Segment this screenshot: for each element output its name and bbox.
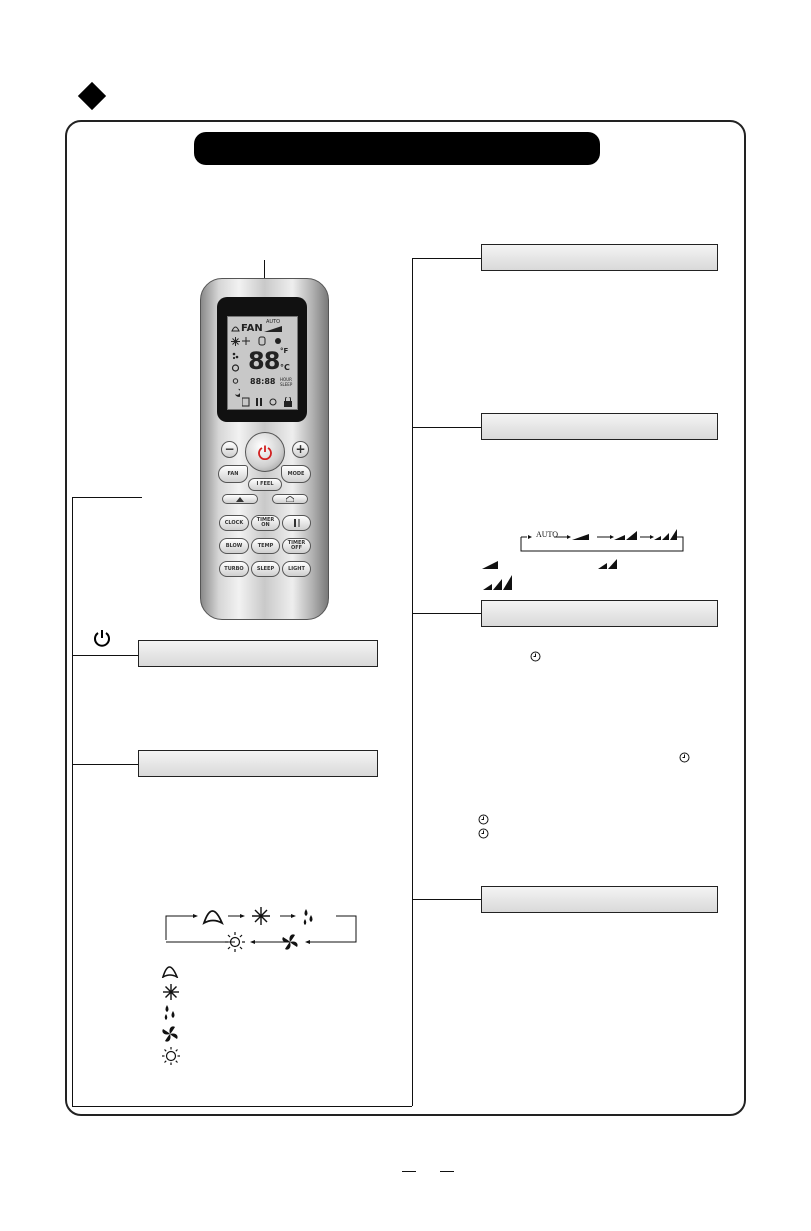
lcd-unit-c: °C [280, 363, 290, 372]
fan-icon [161, 1025, 179, 1043]
sleep-button[interactable]: SLEEP [251, 561, 280, 577]
center-divider-line [412, 258, 413, 1106]
connector-r1 [412, 258, 482, 259]
triangle-up-icon [236, 497, 244, 502]
home-icon [286, 496, 294, 502]
timer-off-button[interactable] [282, 538, 311, 554]
turbo-button[interactable]: TURBO [219, 561, 249, 577]
temp-button[interactable]: TEMP [251, 538, 280, 554]
auto-mode-icon [161, 963, 179, 978]
light-button[interactable]: LIGHT [282, 561, 311, 577]
left-bracket-line [72, 497, 73, 1106]
droplets-icon [162, 1004, 178, 1022]
temp-plus-button[interactable]: + [292, 441, 309, 458]
section-diamond-marker [78, 82, 106, 110]
bracket-to-remote-line [72, 497, 142, 498]
timer-on-button[interactable] [251, 515, 280, 531]
clock-icon [679, 752, 690, 763]
left-bottom-line [72, 1106, 412, 1107]
sun-icon [161, 1046, 181, 1066]
fan-medium-icon [598, 558, 618, 569]
lcd-time-digits: 88:88 [250, 377, 276, 386]
power-button[interactable] [245, 432, 285, 472]
fan-cycle-auto-label: AUTO [536, 530, 559, 539]
timer-on-line1: TIMER [256, 517, 275, 523]
home-button[interactable] [272, 494, 308, 504]
label-box-r2 [481, 413, 718, 440]
lcd-auto-label: AUTO [266, 319, 281, 325]
snowflake-icon [162, 983, 180, 1001]
connector-mode [72, 764, 138, 765]
power-button-icon [257, 444, 273, 460]
lcd-fan-label: FAN [241, 323, 263, 334]
page-number-dash-2 [440, 1171, 454, 1172]
page-number-dash-1 [402, 1171, 416, 1172]
blow-button[interactable]: BLOW [219, 538, 249, 554]
fan-high-icon [483, 575, 513, 590]
temp-minus-button[interactable]: − [221, 441, 238, 458]
signal-pointer-line [264, 260, 265, 278]
timer-on-line2: ON [261, 522, 270, 528]
lcd-fan-bars-icon [264, 326, 282, 332]
i-feel-button[interactable]: I FEEL [248, 478, 282, 491]
timer-off-line2: OFF [290, 545, 303, 551]
power-icon [92, 628, 112, 648]
swing-button[interactable] [282, 515, 311, 531]
lcd-temp-digits: 88 [248, 347, 280, 375]
lcd-hour-label: HOUR [280, 377, 292, 382]
lcd-status-icons [242, 336, 286, 346]
mode-button[interactable]: MODE [281, 465, 311, 483]
lcd-display [227, 316, 298, 410]
clock-icon [478, 828, 489, 839]
label-box-on-off [138, 640, 378, 667]
label-box-r3 [481, 600, 718, 627]
clock-icon [530, 651, 541, 662]
title-bar [194, 132, 600, 165]
connector-r4 [412, 899, 482, 900]
swing-up-button[interactable] [222, 494, 258, 504]
clock-button[interactable]: CLOCK [219, 515, 249, 531]
lcd-mode-icons [231, 323, 240, 407]
label-box-mode [138, 750, 378, 777]
connector-r2 [412, 427, 482, 428]
timer-off-line1: TIMER [287, 540, 306, 546]
label-box-r4 [481, 886, 718, 913]
connector-r3 [412, 613, 482, 614]
mode-cycle-diagram [160, 903, 360, 958]
connector-on-off [72, 655, 138, 656]
lcd-sleep-label: SLEEP [280, 382, 293, 387]
fan-button[interactable]: FAN [218, 465, 248, 483]
clock-icon [478, 814, 489, 825]
swing-icon [293, 519, 301, 527]
lcd-unit-f: °F [280, 347, 289, 355]
lcd-bottom-icons [242, 397, 294, 407]
fan-low-icon [482, 561, 498, 569]
label-box-r1 [481, 244, 718, 271]
